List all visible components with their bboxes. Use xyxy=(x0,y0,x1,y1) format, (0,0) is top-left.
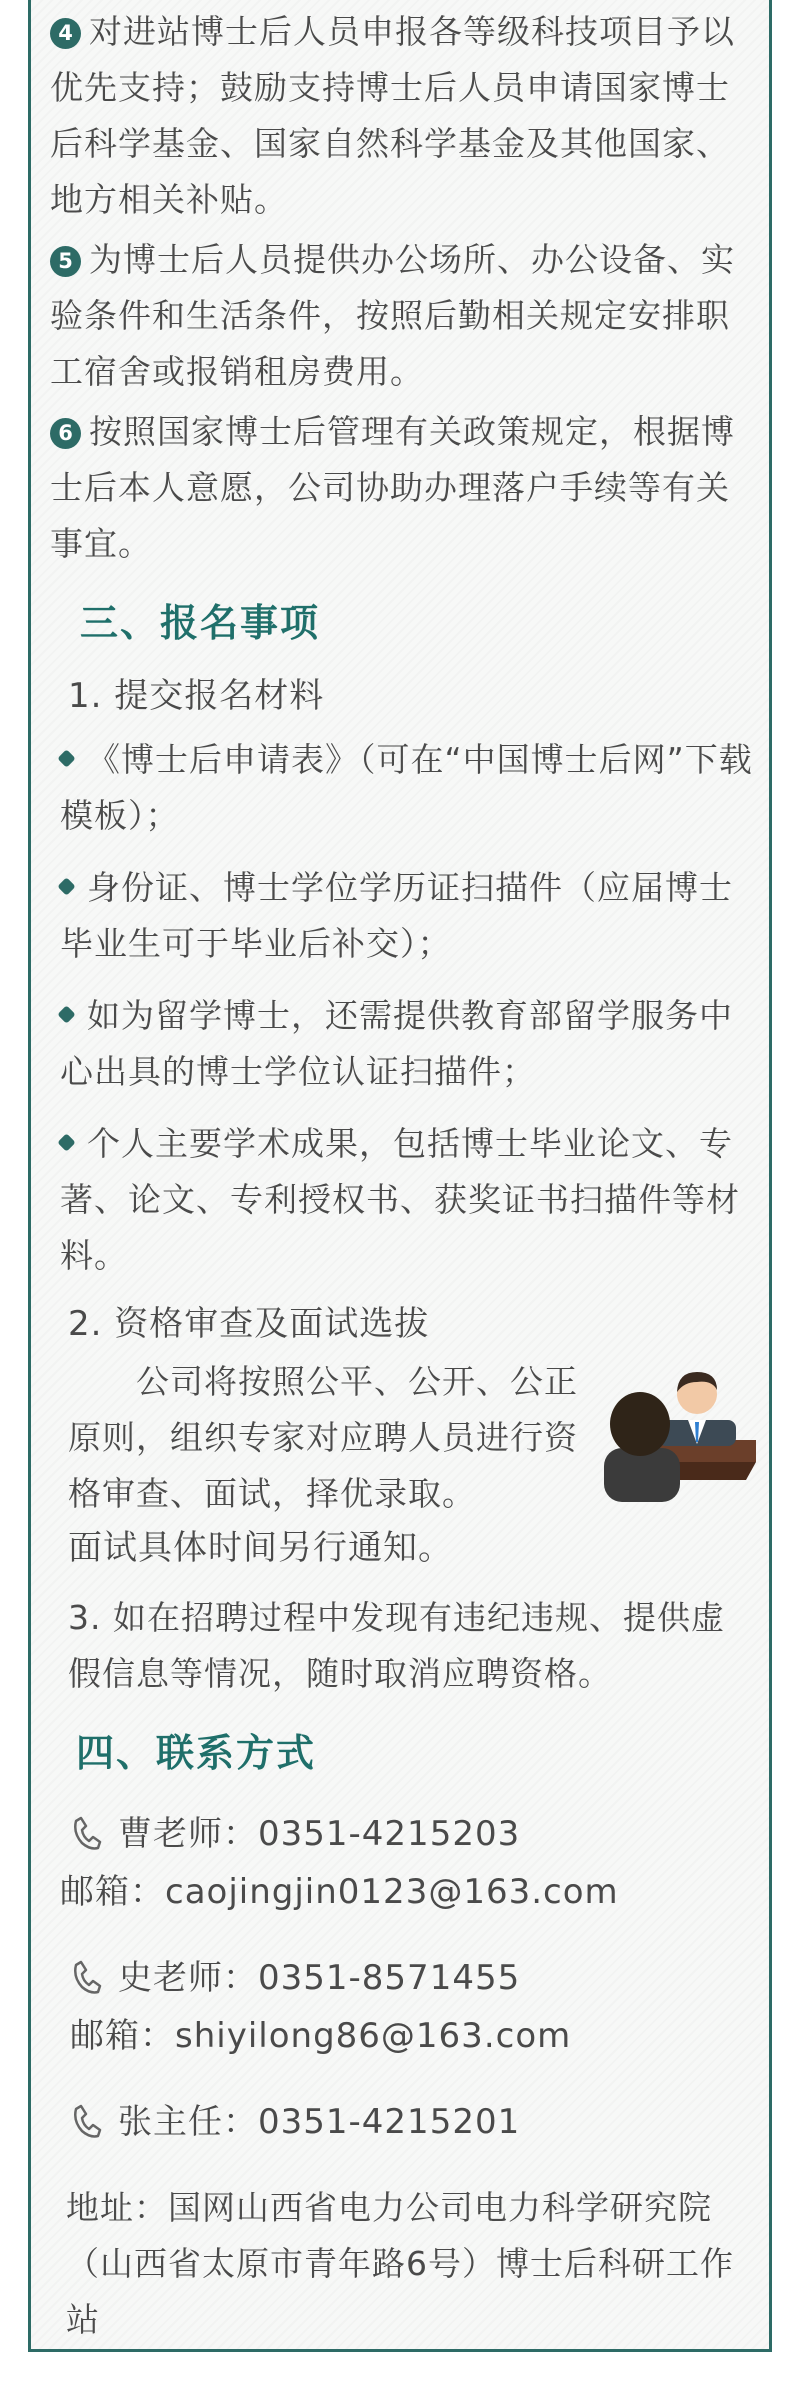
contact-email-shi[interactable]: 邮箱：shiyilong86@163.com xyxy=(70,2016,572,2056)
bullet-icon xyxy=(57,1133,75,1151)
benefit-item-4 xyxy=(50,4,760,228)
contact-email-cao[interactable]: 邮箱：caojingjin0123@163.com xyxy=(60,1872,619,1912)
interview-description: 公司将按照公平、公开、公正原则，组织专家对应聘人员进行资格审查、面试，择优录取。 xyxy=(68,1362,578,1513)
material-item: 《博士后申请表》（可在“中国博士后网”下载模板）； xyxy=(60,732,760,844)
bullet-icon xyxy=(57,877,75,895)
phone-icon xyxy=(72,1959,102,1995)
section-heading-registration: 三、报名事项 xyxy=(80,601,321,645)
material-item: 身份证、博士学位学历证扫描件（应届博士毕业生可于毕业后补交）； xyxy=(60,860,760,972)
phone-icon xyxy=(72,1815,102,1851)
benefit-item-5 xyxy=(50,232,760,400)
step-submit-materials: 1. 提交报名材料 xyxy=(68,676,325,716)
benefit-text-5: 为博士后人员提供办公场所、办公设备、实验条件和生活条件，按照后勤相关规定安排职工宿舍或报销租房费用。 xyxy=(50,240,735,391)
interview-note: 面试具体时间另行通知。 xyxy=(68,1528,453,1568)
benefit-text-4: 对进站博士后人员申报各等级科技项目予以优先支持；鼓励支持博士后人员申请国家博士后科学基金、国家自然科学基金及其他国家、地方相关补贴。 xyxy=(50,12,735,219)
benefit-text-6: 按照国家博士后管理有关政策规定，根据博士后本人意愿，公司协助办理落户手续等有关事宜。 xyxy=(50,412,735,563)
number-badge-5: 5 xyxy=(50,246,81,277)
contact-phone-shi: 史老师：0351-8571455 xyxy=(72,1950,520,1999)
section-heading-contact: 四、联系方式 xyxy=(76,1731,317,1775)
address: 地址：国网山西省电力公司电力科学研究院（山西省太原市青年路6号）博士后科研工作站 xyxy=(66,2188,734,2339)
phone-icon xyxy=(72,2103,102,2139)
disqualification-note: 3. 如在招聘过程中发现有违纪违规、提供虚假信息等情况，随时取消应聘资格。 xyxy=(68,1598,725,1693)
material-item: 如为留学博士，还需提供教育部留学服务中心出具的博士学位认证扫描件； xyxy=(60,988,760,1100)
bullet-icon xyxy=(57,1005,75,1023)
contact-phone-zhang: 张主任：0351-4215201 xyxy=(72,2094,520,2143)
step-qualification-interview: 2. 资格审查及面试选拔 xyxy=(68,1304,430,1344)
bullet-icon xyxy=(57,749,75,767)
contact-phone-cao: 曹老师：0351-4215203 xyxy=(72,1806,520,1855)
interview-illustration xyxy=(586,1362,762,1502)
benefit-item-6 xyxy=(50,404,760,572)
number-badge-6: 6 xyxy=(50,418,81,449)
number-badge-4: 4 xyxy=(50,18,81,49)
material-item: 个人主要学术成果，包括博士毕业论文、专著、论文、专利授权书、获奖证书扫描件等材料。 xyxy=(60,1116,760,1284)
